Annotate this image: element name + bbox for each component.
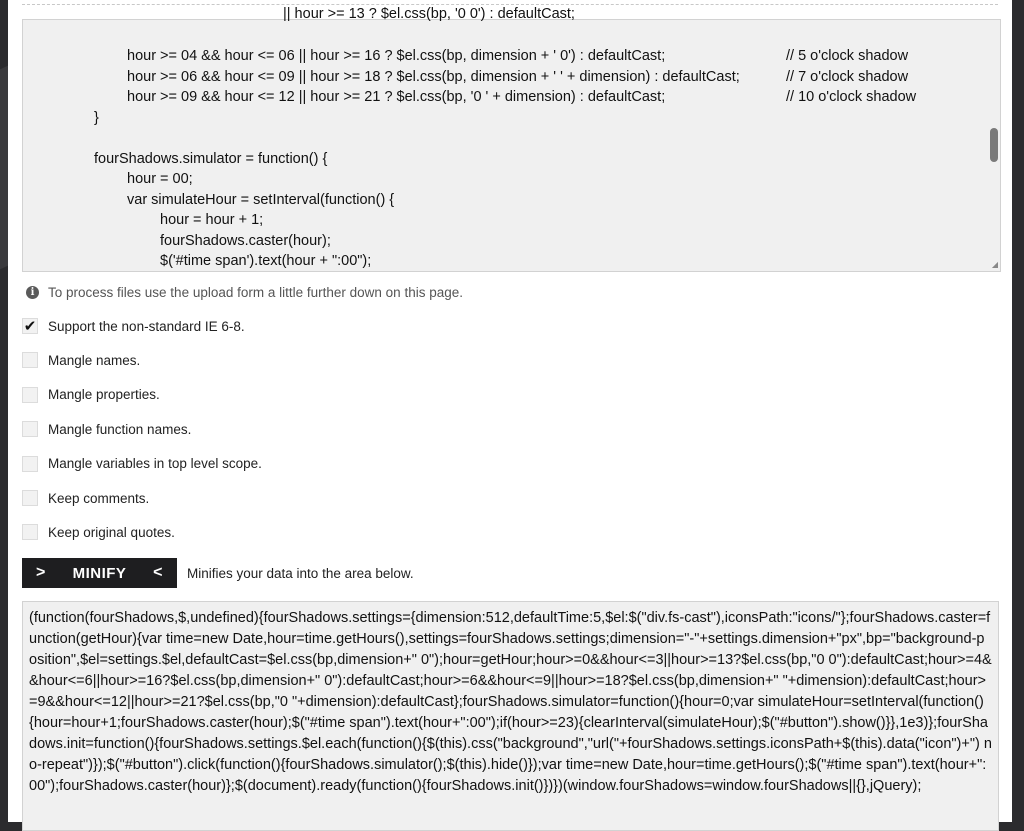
info-icon: i (26, 286, 39, 299)
code-line (23, 149, 983, 169)
code-line (23, 87, 983, 107)
checkmark-icon: ✔ (23, 318, 37, 335)
option-label: Support the non-standard IE 6-8. (48, 318, 245, 334)
info-note (26, 282, 463, 302)
option-label: Mangle variables in top level scope. (48, 456, 262, 472)
option-checkbox[interactable] (22, 387, 38, 403)
code-line-text: hour >= 04 && hour <= 06 || hour >= 16 ? $el.css(bp, dimension + ' 0') : defaultCast; (127, 48, 666, 64)
option-row[interactable] (22, 350, 140, 370)
code-line (23, 108, 983, 128)
code-line (23, 169, 983, 189)
option-label: Mangle names. (48, 352, 141, 368)
option-label: Mangle properties. (48, 387, 160, 403)
code-line-comment: // 10 o'clock shadow (786, 89, 917, 105)
option-checkbox[interactable] (22, 524, 38, 540)
option-row[interactable] (22, 522, 175, 542)
code-line (23, 46, 983, 66)
code-line-text: hour = hour + 1; (160, 212, 264, 228)
chevron-right-icon: > (36, 564, 46, 581)
option-row[interactable] (22, 419, 191, 439)
section-divider (22, 4, 998, 5)
output-textarea[interactable]: (function(fourShadows,$,undefined){fourShadows.settings={dimension:512,defaultTime:5,$el:$("div.fs-cast"),iconsPath:"icons/"};fourShadows.caster=function(getHour){var time=new Date,hour=time.getHours(),settings=fourShadows.settings;dimension="-"+settings.dimension+"px",bp="background-position",$el=settings.$el,defaultCast=$el.css(bp,dimension+" 0");hour=getHour;hour>=0&&hour<=3||hour>=13?$el.css(bp,"0 0"):defaultCast;hour>=4&&hour<=6||hour>=16?$el.css(bp,dimension+" 0"):defaultCast;hour>=6&&hour<=9||hour>=18?$el.css(bp,dimension+" "+dimension):defaultCast;hour>=9&&hour<=12||hour>=21?$el.css(bp,"0 "+dimension):defaultCast};fourShadows.simulator=function(){hour=0;var simulateHour=setInterval(function(){hour=hour+1;fourShadows.caster(hour);$("#time span").text(hour+":00");if(hour>=23){clearInterval(simulateHour);$("#button").show()}},1e3)};fourShadows.init=function(){fourShadows.settings.$el.each(function(){$(this).css("background","url("+fourShadows.settings.iconsPath+$(this).data("icon")+") no-repeat")});$("#button").click(function(){fourShadows.simulator();$(this).hide()});var time=new Date,hour=time.getHours();$("#time span").text(hour+":00");fourShadows.caster(hour)};$(document).ready(function(){fourShadows.init()})})(window.fourShadows=window.fourShadows||{},jQuery); (22, 601, 999, 831)
minify-button[interactable] (22, 558, 177, 588)
input-code-textarea[interactable] (22, 6, 1001, 272)
code-line-comment: // 7 o'clock shadow (786, 68, 909, 85)
code-line-text: hour >= 09 && hour <= 12 || hour >= 21 ? $el.css(bp, '0 ' + dimension) : defaultCast; (127, 89, 666, 105)
minify-row (22, 558, 414, 588)
code-line-text: hour >= 06 && hour <= 09 || hour >= 18 ? $el.css(bp, dimension + ' ' + dimension) : defaultCast; (127, 68, 740, 85)
code-line-text: $('#time span').text(hour + ":00"); (160, 253, 372, 269)
code-line-comment: // 5 o'clock shadow (786, 48, 909, 64)
code-line (23, 128, 983, 148)
code-line (23, 231, 983, 251)
code-line (23, 190, 983, 210)
code-line-text: fourShadows.simulator = function() { (94, 150, 328, 167)
minify-hint: Minifies your data into the area below. (187, 565, 414, 581)
code-line-text: } (94, 109, 99, 126)
code-line-text: var simulateHour = setInterval(function() { (127, 191, 395, 208)
code-line (23, 210, 983, 230)
option-row[interactable] (22, 385, 160, 405)
minifier-panel (8, 0, 1012, 822)
code-line-text: hour = 00; (127, 171, 193, 187)
option-checkbox[interactable] (22, 421, 38, 437)
option-row[interactable] (22, 316, 245, 336)
minify-button-label: MINIFY (72, 564, 127, 582)
code-line (23, 67, 983, 87)
code-line-partial: || hour >= 13 ? $el.css(bp, '0 0') : defaultCast; (283, 6, 575, 22)
option-label: Mangle function names. (48, 421, 192, 437)
scrollbar-thumb[interactable] (990, 128, 998, 162)
info-text: To process files use the upload form a little further down on this page. (48, 284, 463, 300)
option-checkbox[interactable] (22, 318, 38, 334)
option-checkbox[interactable] (22, 490, 38, 506)
option-checkbox[interactable] (22, 352, 38, 368)
option-label: Keep original quotes. (48, 524, 175, 540)
chevron-left-icon: < (153, 564, 163, 581)
option-label: Keep comments. (48, 490, 150, 506)
option-checkbox[interactable] (22, 456, 38, 472)
option-row[interactable] (22, 454, 262, 474)
option-row[interactable] (22, 488, 149, 508)
code-line (23, 251, 983, 271)
code-line-text: fourShadows.caster(hour); (160, 232, 331, 249)
resize-handle-icon[interactable]: ◢ (991, 260, 998, 269)
